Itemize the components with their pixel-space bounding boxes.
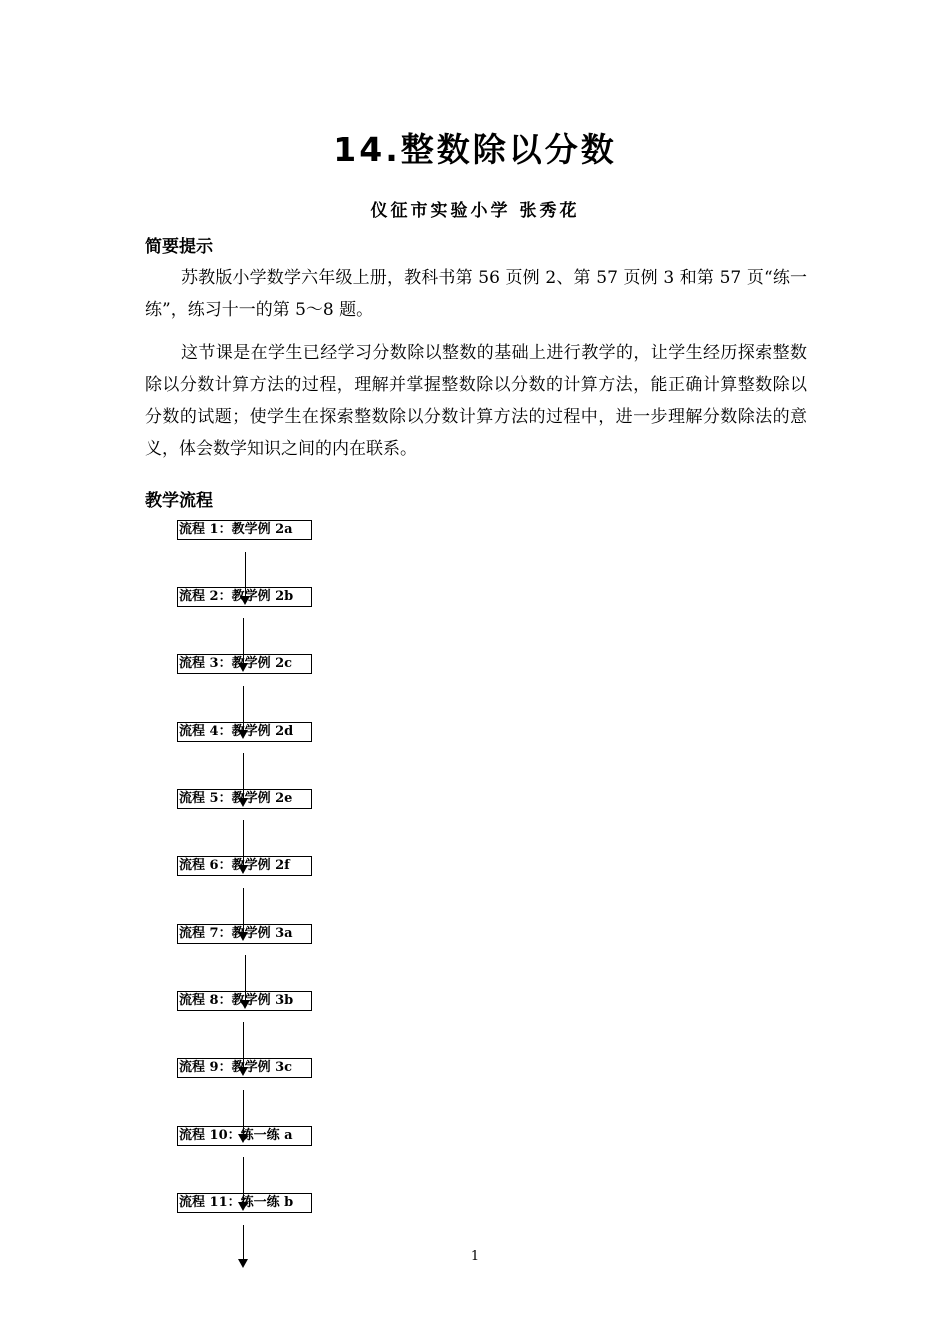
paragraph-description: 这节课是在学生已经学习分数除以整数的基础上进行教学的，让学生经历探索整数除以分数计算方法的过程，理解并掌握整数除以分数的计算方法，能正确计算整数除以分数的试题；使学生在探索整数除以分数计算方法的过程中，进一步理解分数除法的意义，体会数学知识之间的内在联系。 — [145, 343, 807, 459]
flow-arrow-line — [243, 1022, 244, 1069]
flow-step-5: 流程 5：教学例 2e — [177, 789, 312, 809]
flow-arrow-line — [245, 955, 246, 1002]
flow-arrowhead — [238, 865, 248, 874]
flow-arrowhead — [238, 932, 248, 941]
flow-arrowhead — [238, 730, 248, 739]
flow-step-1: 流程 1：教学例 2a — [177, 520, 312, 540]
flow-step-4: 流程 4：教学例 2d — [177, 722, 312, 742]
page-number: 1 — [470, 1249, 480, 1264]
flow-step-6: 流程 6：教学例 2f — [177, 856, 312, 876]
flow-arrow-line — [243, 888, 244, 934]
flow-arrow-line — [243, 1157, 244, 1204]
flow-arrowhead — [238, 798, 248, 807]
flow-arrowhead — [238, 1202, 248, 1211]
flow-arrow-line — [243, 753, 244, 800]
flow-arrowhead — [238, 1134, 248, 1143]
document-title: 14.整数除以分数 — [333, 130, 617, 169]
flow-step-3: 流程 3：教学例 2c — [177, 654, 312, 674]
flow-step-11: 流程 11：练一练 b — [177, 1193, 312, 1213]
flow-arrow-line — [243, 1090, 244, 1136]
flow-step-9: 流程 9：教学例 3c — [177, 1058, 312, 1078]
author-line: 仪征市实验小学 张秀花 — [370, 201, 580, 221]
section-heading-summary: 简要提示 — [145, 237, 213, 257]
flow-arrowhead — [238, 1067, 248, 1076]
flow-arrow-line — [243, 686, 244, 732]
paragraph-scope: 苏教版小学数学六年级上册，教科书第 56 页例 2、第 57 页例 3 和第 57 页“练一练”，练习十一的第 5～8 题。 — [145, 268, 807, 320]
section-heading-flow: 教学流程 — [145, 491, 213, 511]
flow-step-8: 流程 8：教学例 3b — [177, 991, 312, 1011]
flow-arrow-line — [243, 820, 244, 867]
flow-arrow-line — [245, 552, 246, 598]
flow-arrow-line — [243, 618, 244, 665]
flow-step-7: 流程 7：教学例 3a — [177, 924, 312, 944]
flow-arrowhead — [240, 1000, 250, 1009]
flow-step-10: 流程 10：练一练 a — [177, 1126, 312, 1146]
flow-step-2: 流程 2：教学例 2b — [177, 587, 312, 607]
flow-arrowhead — [238, 663, 248, 672]
flow-arrowhead — [240, 596, 250, 605]
